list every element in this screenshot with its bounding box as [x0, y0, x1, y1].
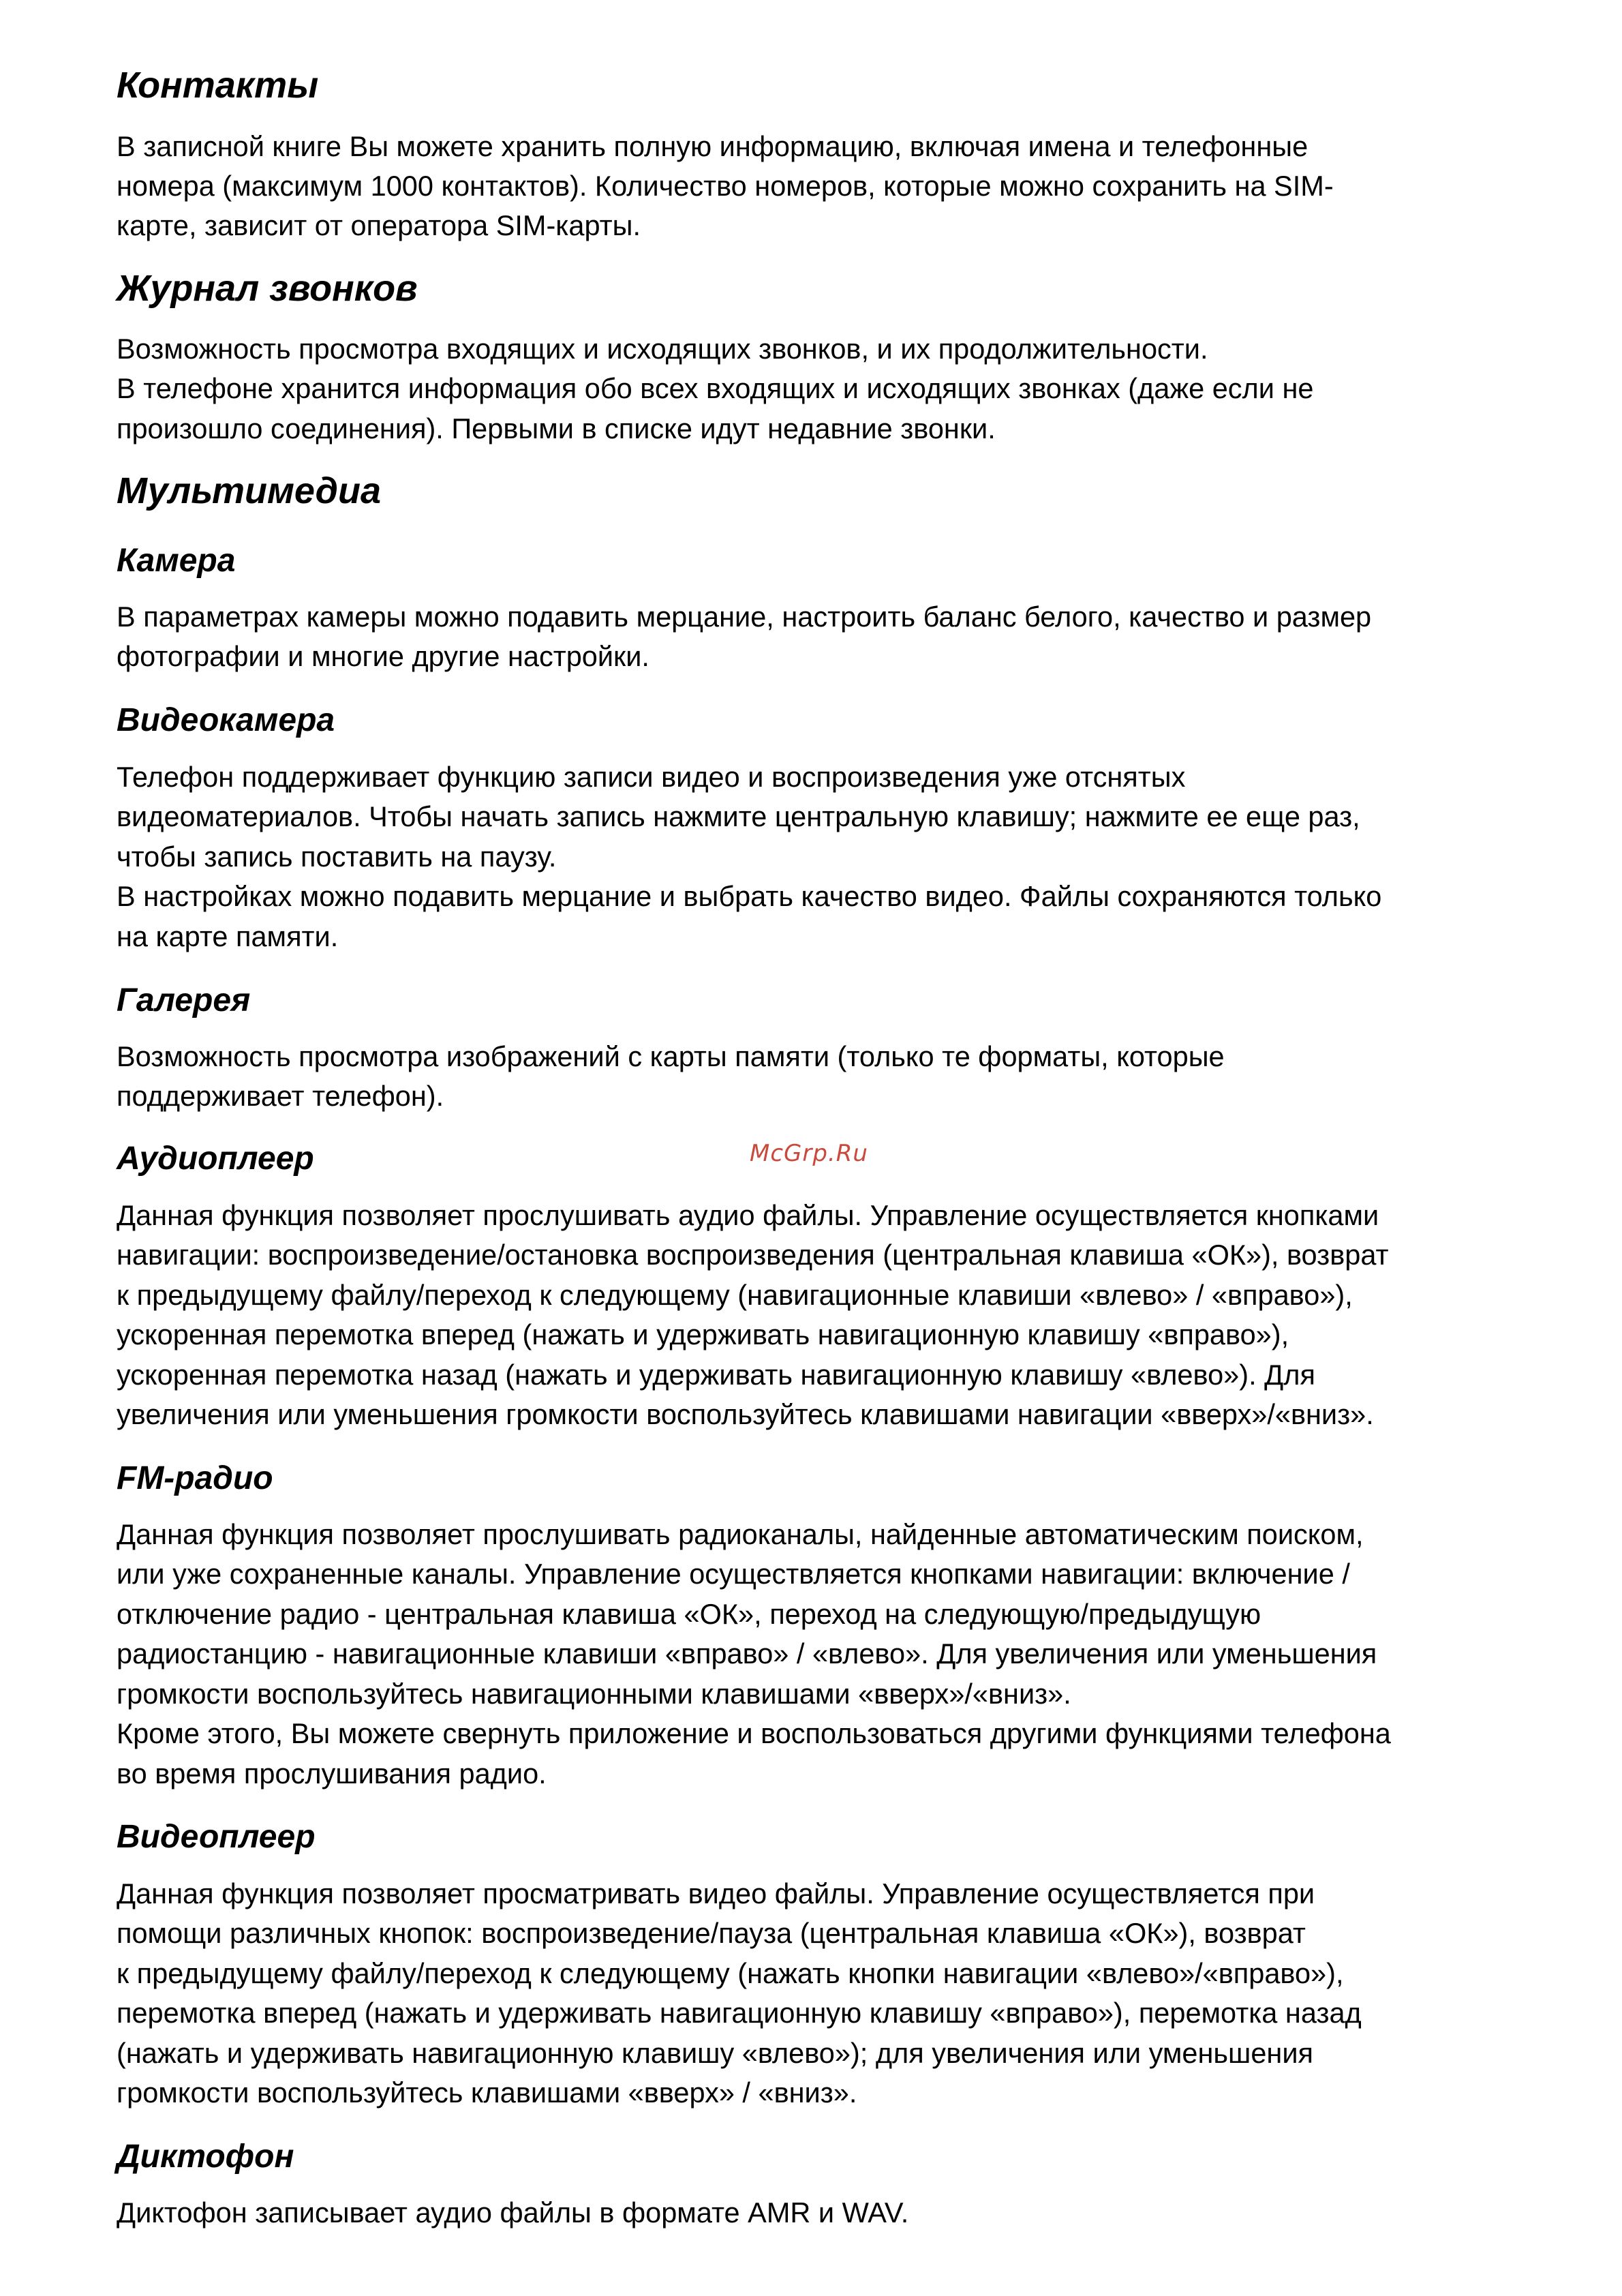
paragraph-line: помощи различных кнопок: воспроизведение/пауза (центральная клавиша «ОК»), возврат [117, 1917, 1306, 1949]
paragraph-line: громкости воспользуйтесь навигационными клавишами «вверх»/«вниз». [117, 1678, 1071, 1710]
paragraph-line: ускоренная перемотка назад (нажать и удерживать навигационную клавишу «влево»). Для [117, 1359, 1315, 1391]
paragraph-line: Данная функция позволяет просматривать видео файлы. Управление осуществляется при [117, 1877, 1315, 1909]
paragraph-line: во время прослушивания радио. [117, 1757, 547, 1789]
heading-gallery: Галерея [117, 982, 251, 1018]
paragraph-line: поддерживает телефон). [117, 1080, 444, 1112]
paragraph-line: номера (максимум 1000 контактов). Количество номеров, которые можно сохранить на SIM- [117, 170, 1334, 202]
paragraph-line: В записной книге Вы можете хранить полную информацию, включая имена и телефонные [117, 130, 1309, 162]
paragraph-line: ускоренная перемотка вперед (нажать и удерживать навигационную клавишу «вправо»), [117, 1318, 1289, 1350]
paragraph-line: фотографии и многие другие настройки. [117, 640, 649, 672]
watermark-text: McGrp.Ru [750, 1140, 868, 1167]
heading-call-log: Журнал звонков [117, 268, 418, 309]
paragraph-line: громкости воспользуйтесь клавишами «вверх» / «вниз». [117, 2076, 857, 2109]
paragraph-line: радиостанцию - навигационные клавиши «вправо» / «влево». Для увеличения или уменьшения [117, 1637, 1377, 1670]
paragraph-line: (нажать и удерживать навигационную клавишу «влево»); для увеличения или уменьшения [117, 2037, 1313, 2069]
heading-fm-radio: FM-радио [117, 1460, 273, 1496]
paragraph-line: навигации: воспроизведение/остановка воспроизведения (центральная клавиша «ОК»), возврат [117, 1239, 1389, 1271]
paragraph-line: В телефоне хранится информация обо всех входящих и исходящих звонках (даже если не [117, 372, 1314, 404]
paragraph-line: видеоматериалов. Чтобы начать запись нажмите центральную клавишу; нажмите ее еще раз, [117, 800, 1360, 832]
paragraph-line: к предыдущему файлу/переход к следующему (навигационные клавиши «влево» / «вправо»), [117, 1279, 1353, 1311]
paragraph-line: карте, зависит от оператора SIM-карты. [117, 209, 641, 241]
paragraph-line: или уже сохраненные каналы. Управление осуществляется кнопками навигации: включение / [117, 1558, 1350, 1590]
heading-voice-recorder: Диктофон [117, 2139, 294, 2175]
heading-multimedia: Мультимедиа [117, 470, 382, 511]
paragraph-line: Данная функция позволяет прослушивать аудио файлы. Управление осуществляется кнопками [117, 1199, 1379, 1231]
paragraph-line: В параметрах камеры можно подавить мерцание, настроить баланс белого, качество и размер [117, 601, 1372, 633]
paragraph-line: Телефон поддерживает функцию записи видео и воспроизведения уже отснятых [117, 761, 1186, 793]
paragraph-line: Данная функция позволяет прослушивать радиоканалы, найденные автоматическим поиском, [117, 1518, 1364, 1550]
paragraph-line: произошло соединения). Первыми в списке идут недавние звонки. [117, 412, 996, 444]
paragraph-line: на карте памяти. [117, 920, 339, 952]
paragraph-line: к предыдущему файлу/переход к следующему (нажать кнопки навигации «влево»/«вправо»), [117, 1957, 1344, 1989]
paragraph-line: В настройках можно подавить мерцание и выбрать качество видео. Файлы сохраняются только [117, 880, 1382, 912]
paragraph-line: Возможность просмотра изображений с карты памяти (только те форматы, которые [117, 1040, 1225, 1072]
heading-contacts: Контакты [117, 65, 319, 106]
paragraph-line: Диктофон записывает аудио файлы в формате AMR и WAV. [117, 2196, 909, 2229]
heading-audio-player: Аудиоплеер [117, 1141, 314, 1177]
paragraph-line: перемотка вперед (нажать и удерживать навигационную клавишу «вправо»), перемотка назад [117, 1997, 1362, 2029]
heading-camera: Камера [117, 543, 236, 579]
paragraph-line: отключение радио - центральная клавиша «ОК», переход на следующую/предыдущую [117, 1598, 1261, 1630]
heading-video-camera: Видеокамера [117, 702, 335, 738]
paragraph-line: чтобы запись поставить на паузу. [117, 841, 557, 873]
heading-video-player: Видеоплеер [117, 1819, 316, 1855]
paragraph-line: Возможность просмотра входящих и исходящих звонков, и их продолжительности. [117, 333, 1208, 365]
paragraph-line: Кроме этого, Вы можете свернуть приложение и воспользоваться другими функциями телефона [117, 1717, 1391, 1749]
paragraph-line: увеличения или уменьшения громкости воспользуйтесь клавишами навигации «вверх»/«вниз». [117, 1398, 1374, 1430]
